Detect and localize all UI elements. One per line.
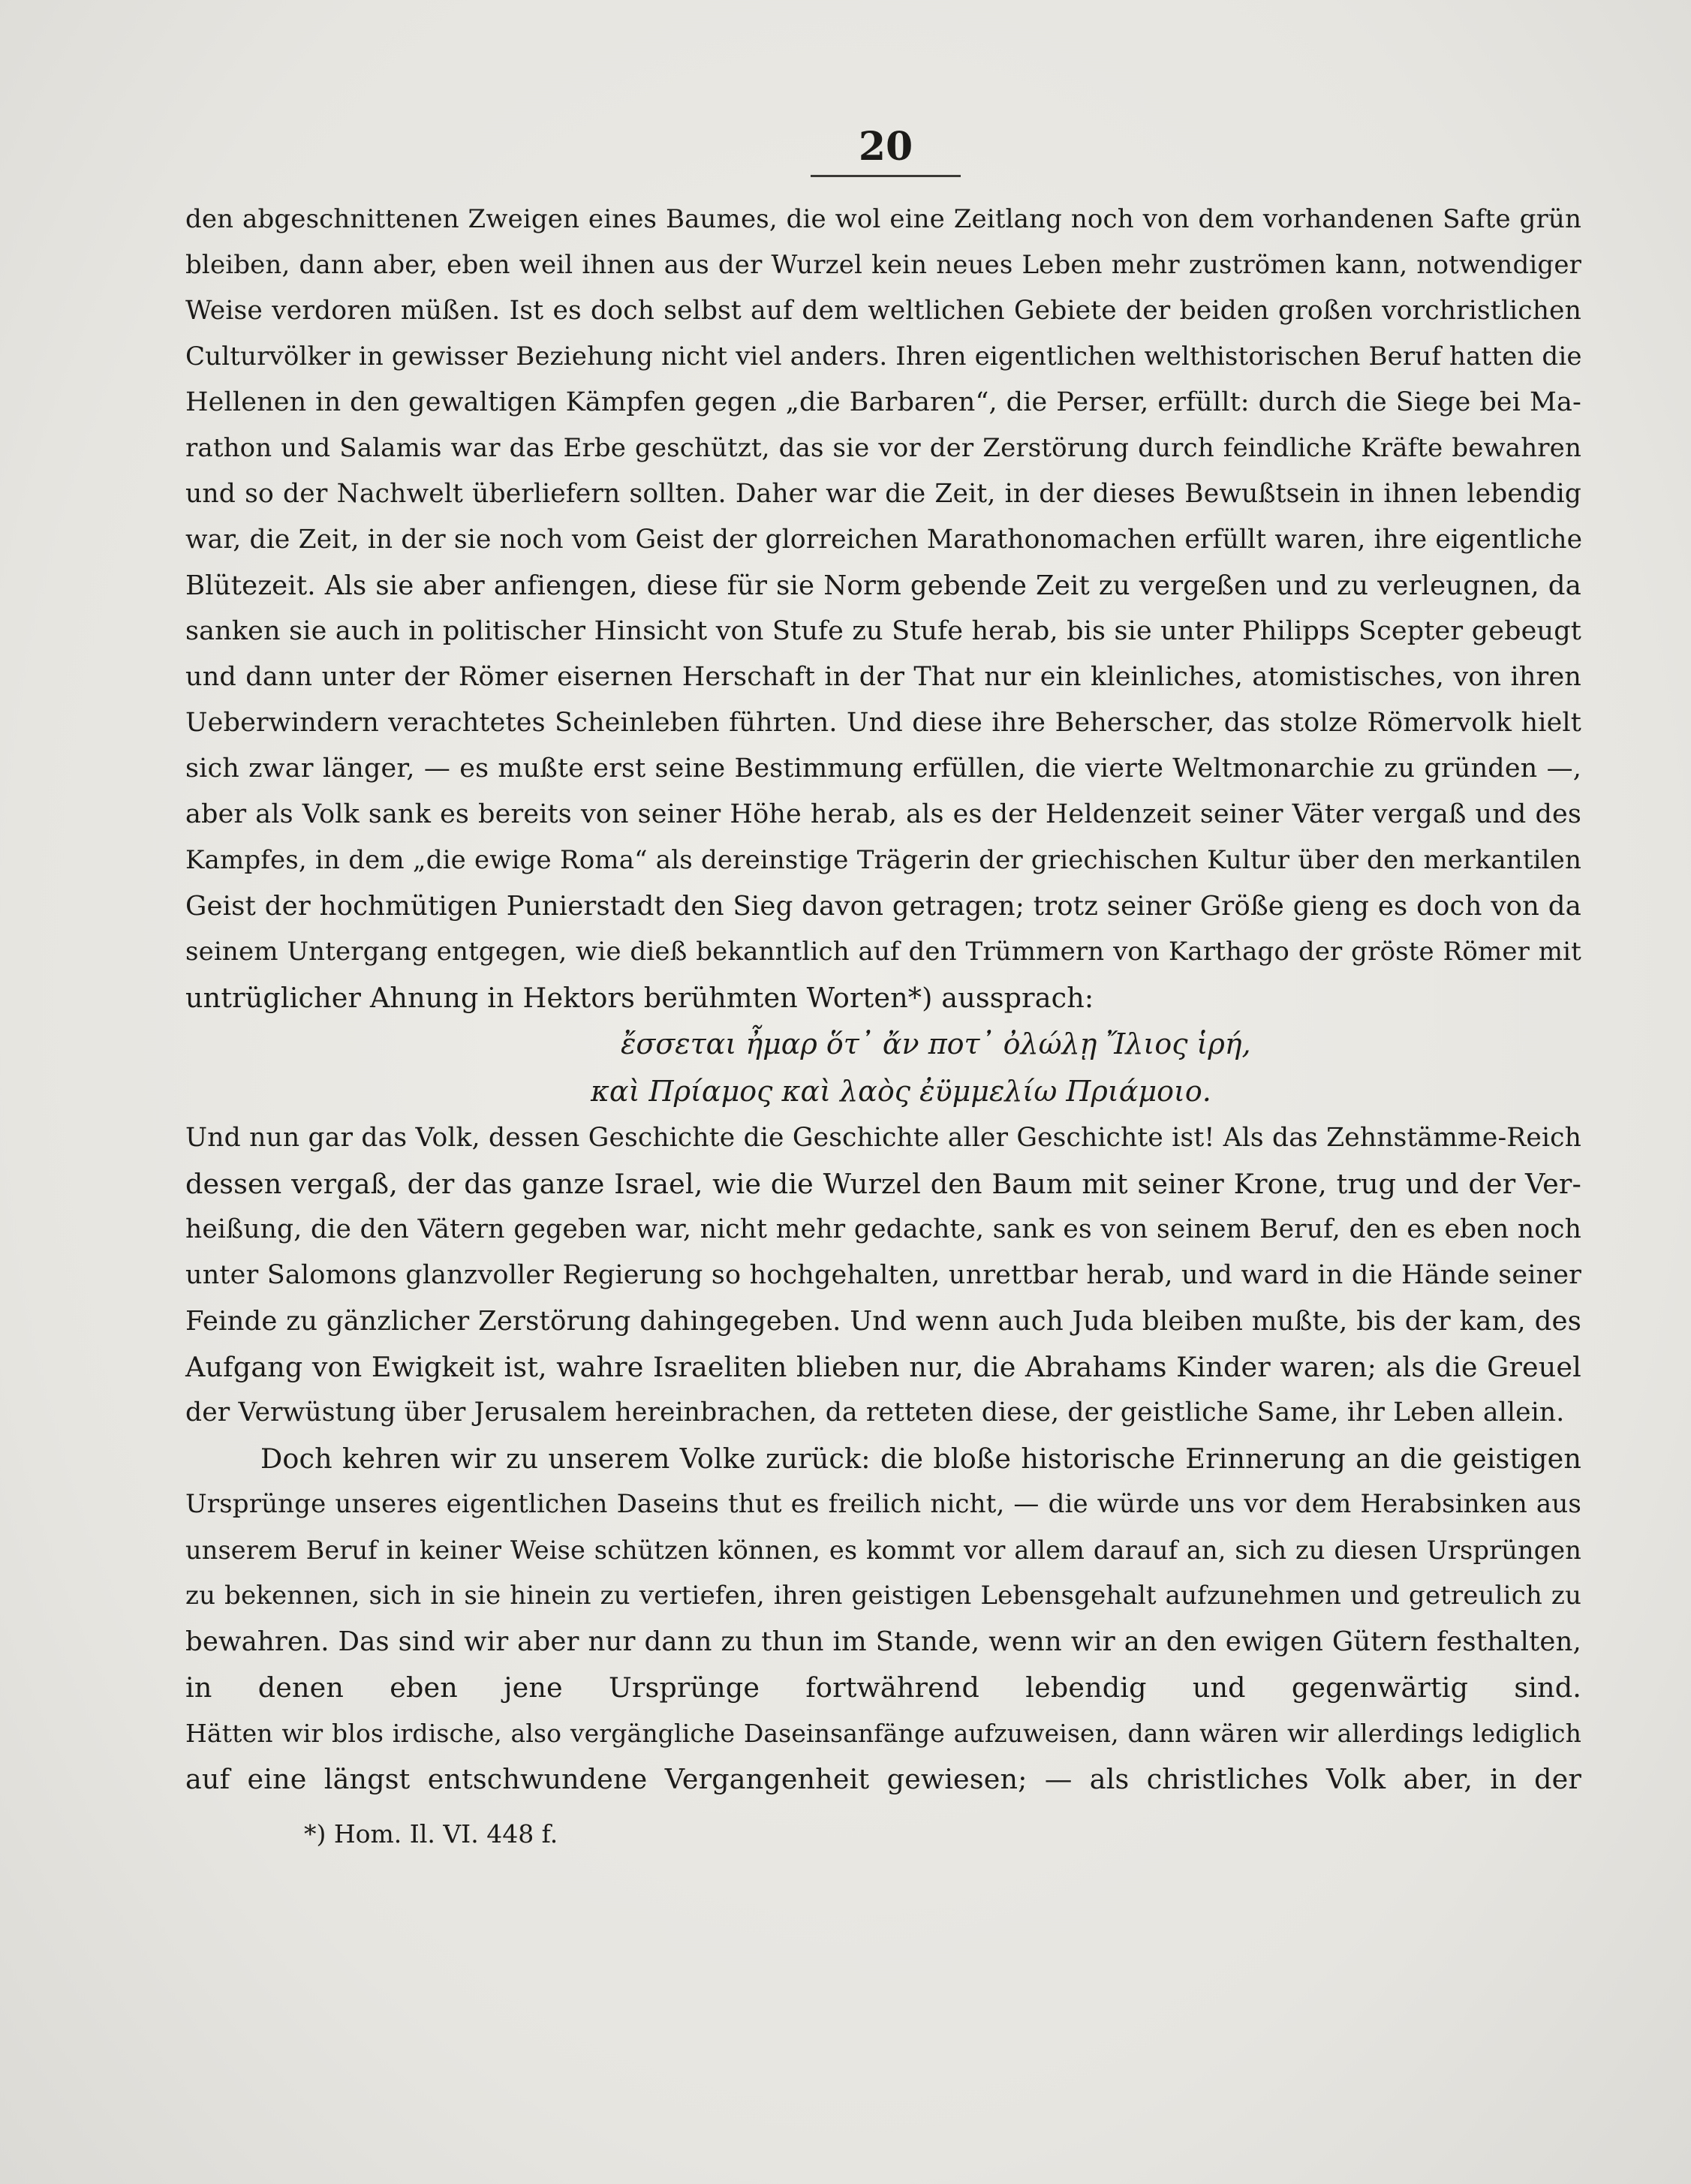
text-line: Hätten wir blos irdische, also vergängliche Daseinsanfänge aufzuweisen, dann wären wir allerdings lediglich bbox=[185, 1719, 1581, 1748]
text-line: Doch kehren wir zu unserem Volke zurück: die bloße historische Erinnerung an die geistigen bbox=[260, 1442, 1581, 1475]
text-line: der Verwüstung über Jerusalem hereinbrachen, da retteten diese, der geistliche Same, ihr Leben allein. bbox=[185, 1397, 1565, 1427]
text-line: sich zwar länger, — es mußte erst seine Bestimmung erfüllen, die vierte Weltmonarchie zu gründen —, bbox=[185, 754, 1581, 784]
text-line: seinem Untergang entgegen, wie dieß bekanntlich auf den Trümmern von Karthago der gröste Römer mit bbox=[185, 937, 1581, 967]
text-line: war, die Zeit, in der sie noch vom Geist der glorreichen Marathonomachen erfüllt waren, ihre eigentliche bbox=[185, 525, 1583, 555]
text-line: rathon und Salamis war das Erbe geschützt, das sie vor der Zerstörung durch feindliche Kräfte bewahren bbox=[185, 433, 1581, 463]
text-line: Und nun gar das Volk, dessen Geschichte die Geschichte aller Geschichte ist! Als das Zehnstämme-Reich bbox=[185, 1123, 1581, 1153]
text-line: aber als Volk sank es bereits von seiner Höhe herab, als es der Heldenzeit seiner Väter vergaß und des bbox=[185, 799, 1581, 829]
text-line: Hellenen in den gewaltigen Kämpfen gegen „die Barbaren“, die Perser, erfüllt: durch die Siege bei Ma- bbox=[185, 387, 1581, 417]
header-rule bbox=[811, 175, 961, 177]
text-line: bewahren. Das sind wir aber nur dann zu thun im Stande, wenn wir an den ewigen Gütern festhalten, bbox=[185, 1626, 1581, 1657]
greek-verse-line: ἔσσεται ἦμαρ ὅτ᾽ ἄν ποτ᾽ ὀλώλῃ Ἴλιος ἱρή, bbox=[621, 1027, 1251, 1060]
text-line: bleiben, dann aber, eben weil ihnen aus der Wurzel kein neues Leben mehr zuströmen kann, notwendiger bbox=[185, 250, 1581, 280]
text-line: heißung, die den Vätern gegeben war, nicht mehr gedachte, sank es von seinem Beruf, den es eben noch bbox=[185, 1214, 1581, 1244]
text-line: zu bekennen, sich in sie hinein zu vertiefen, ihren geistigen Lebensgehalt aufzunehmen und getreulich zu bbox=[185, 1581, 1581, 1611]
text-line: Ursprünge unseres eigentlichen Daseins thut es freilich nicht, — die würde uns vor dem Herabsinken aus bbox=[185, 1489, 1581, 1519]
text-line: Feinde zu gänzlicher Zerstörung dahingegeben. Und wenn auch Juda bleiben mußte, bis der kam, des bbox=[185, 1306, 1581, 1337]
text-line: und dann unter der Römer eisernen Herschaft in der That nur ein kleinliches, atomistisches, von ihren bbox=[185, 662, 1581, 692]
text-line: Weise verdoren müßen. Ist es doch selbst auf dem weltlichen Gebiete der beiden großen vorchristlichen bbox=[185, 296, 1581, 326]
page-number: 20 bbox=[858, 124, 913, 170]
body-text bbox=[185, 197, 1581, 1802]
greek-verse-line: καὶ Πρίαμος καὶ λαὸς ἐϋμμελίω Πριάμοιο. bbox=[591, 1075, 1211, 1108]
footnote: *) Hom. Il. VI. 448 f. bbox=[304, 1819, 558, 1849]
text-line: Kampfes, in dem „die ewige Roma“ als dereinstige Trägerin der griechischen Kultur über den merkantilen bbox=[185, 845, 1581, 875]
text-line: unter Salomons glanzvoller Regierung so hochgehalten, unrettbar herab, und ward in die Hände seiner bbox=[185, 1260, 1581, 1290]
text-line: Geist der hochmütigen Punierstadt den Sieg davon getragen; trotz seiner Größe gieng es doch von da bbox=[185, 891, 1581, 922]
text-line: Aufgang von Ewigkeit ist, wahre Israeliten blieben nur, die Abrahams Kinder waren; als die Greuel bbox=[185, 1351, 1581, 1383]
text-line: unserem Beruf in keiner Weise schützen können, es kommt vor allem darauf an, sich zu diesen Ursprüngen bbox=[185, 1536, 1581, 1565]
text-line: in denen eben jene Ursprünge fortwährend lebendig und gegenwärtig sind. bbox=[185, 1671, 1581, 1704]
text-line: Blütezeit. Als sie aber anfiengen, diese für sie Norm gebende Zeit zu vergeßen und zu verleugnen, da bbox=[185, 570, 1581, 601]
text-line: Culturvölker in gewisser Beziehung nicht viel anders. Ihren eigentlichen welthistorischen Beruf hatten die bbox=[185, 341, 1582, 372]
text-line: den abgeschnittenen Zweigen eines Baumes, die wol eine Zeitlang noch von dem vorhandenen Safte grün bbox=[185, 204, 1581, 234]
text-line: dessen vergaß, der das ganze Israel, wie die Wurzel den Baum mit seiner Krone, trug und der Ver- bbox=[185, 1168, 1581, 1200]
text-line: Ueberwindern verachtetes Scheinleben führten. Und diese ihre Beherscher, das stolze Römervolk hielt bbox=[185, 708, 1581, 738]
text-line: auf eine längst entschwundene Vergangenheit gewiesen; — als christliches Volk aber, in der bbox=[185, 1763, 1581, 1795]
text-line: sanken sie auch in politischer Hinsicht von Stufe zu Stufe herab, bis sie unter Philipps Scepter gebeugt bbox=[185, 616, 1581, 646]
text-line: untrüglicher Ahnung in Hektors berühmten Worten*) aussprach: bbox=[185, 982, 1094, 1014]
text-line: und so der Nachwelt überliefern sollten. Daher war die Zeit, in der dieses Bewußtsein in ihnen lebendig bbox=[185, 479, 1581, 509]
